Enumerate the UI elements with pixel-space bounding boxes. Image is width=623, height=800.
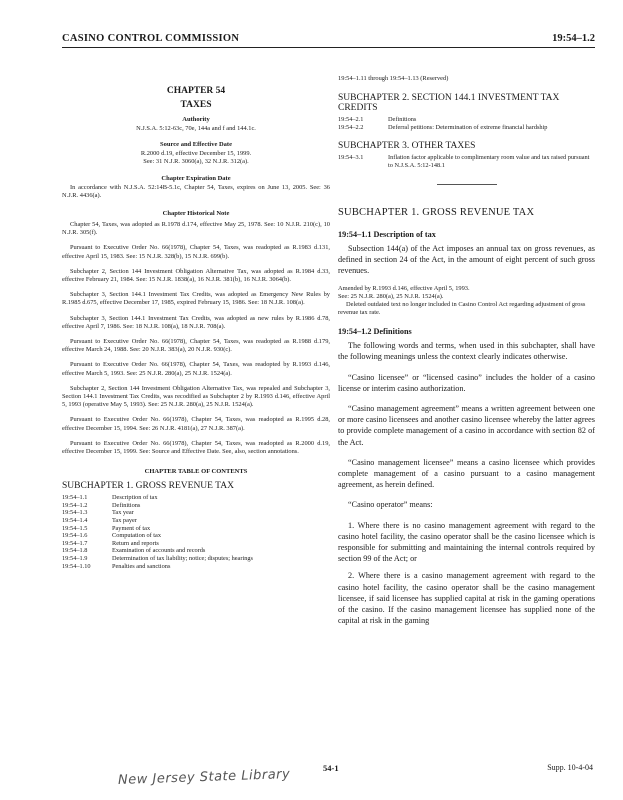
toc-subchapter-1: SUBCHAPTER 1. GROSS REVENUE TAX [62,481,234,492]
toc-title: CHAPTER TABLE OF CONTENTS [144,468,248,476]
toc-row [62,525,253,533]
toc-title-text: Tax year [112,509,134,517]
running-header [62,33,595,48]
casino-operator-item-1: 1. Where there is no casino management agreement with regard to the casino hotel facility, the casino operator shall be the casino licensee which is responsible for submitting and maintaining the internal controls required by section 99 of the Act; or [338,520,595,564]
toc-row [62,509,253,517]
page-number: 54-1 [323,763,339,773]
history-notes [62,221,330,456]
toc-title-text: Computation of tax [112,532,161,540]
source-line-2: See: 31 N.J.R. 3060(a), 32 N.J.R. 312(a). [143,158,249,166]
history-note: Chapter 54, Taxes, was adopted as R.1978 d.174, effective May 25, 1978. See: 10 N.J.R. 210(c), 10 N.J.R. 305(f). [62,221,330,237]
toc-title-text: Deferral petitions: Determination of extreme financial hardship [388,123,548,131]
subchapter-1-heading: SUBCHAPTER 1. GROSS REVENUE TAX [338,206,535,218]
history-note: Pursuant to Executive Order No. 66(1978), Chapter 54, Taxes, was readopted by R.1993 d.146, effective March 5, 1993. See: 25 N.J.R. 280(a), 25 N.J.R. 1524(a). [62,361,330,377]
toc-num: 19:54–1.7 [62,539,88,547]
toc-row [62,494,253,502]
definition-casino-management-agreement: “Casino management agreement” means a written agreement between one or more casino licensees and another casino licensee whereby the latter agrees to provide complete management of a casino in accordance with section 82 of the Act. [338,404,595,447]
header-title: CASINO CONTROL COMMISSION [62,33,240,44]
reserved-sections: 19:54–1.11 through 19:54–1.13 (Reserved) [338,75,449,82]
toc-num: 19:54–1.3 [62,509,88,517]
history-note: Subchapter 2, Section 144 Investment Obligation Alternative Tax, was adopted as R.1984 d.33, effective February 21, 1984. See: 15 N.J.R. 1838(a), 16 N.J.R. 381(b), 16 N.J.R. 3064(b). [62,267,330,284]
section-1-1-amendments [338,285,595,317]
history-note: Pursuant to Executive Order No. 66(1978), Chapter 54, Taxes, was readopted as R.1988 d.179, effective March 24, 1988. See: 20 N.J.R. 383(a), 20 N.J.R. 930(c). [62,338,330,354]
toc-title-text: Description of tax [112,494,158,502]
authority-text: N.J.S.A. 5:12-63c, 70e, 144a and f and 144.1c. [136,125,256,132]
toc-title-text: Payment of tax [112,524,151,532]
amendment-line: See: 25 N.J.R. 280(a), 25 N.J.R. 1524(a). [338,293,444,301]
section-1-1-heading: 19:54–1.1 Description of tax [338,229,436,239]
toc-num: 19:54–1.1 [62,494,88,502]
toc-num: 19:54–2.1 [338,116,364,124]
toc-subchapter-2: SUBCHAPTER 2. SECTION 144.1 INVESTMENT TAX CREDITS [338,93,560,114]
definitions-intro: The following words and terms, when used in this subchapter, shall have the following meanings unless the context clearly indicates otherwise. [338,341,595,362]
history-note: Pursuant to Executive Order No. 66(1978), Chapter 54, Taxes, was readopted as R.1995 d.28, effective December 15, 1994. See: 26 N.J.R. 4181(a), 27 N.J.R. 387(a). [62,416,330,432]
section-1-2-heading: 19:54–1.2 Definitions [338,327,412,337]
toc-title-text: Examination of accounts and records [112,547,206,555]
toc-num: 19:54–1.10 [62,562,91,570]
toc-row [62,555,253,563]
amendment-line: Amended by R.1993 d.146, effective April 5, 1993. [338,285,470,293]
toc-table [62,494,253,570]
history-heading: Chapter Historical Note [162,210,230,218]
source-line-1: R.2000 d.19, effective December 15, 1999. [140,150,252,158]
toc-num: 19:54–3.1 [338,154,364,162]
toc-num: 19:54–1.8 [62,547,88,555]
toc-num: 19:54–2.2 [338,123,364,131]
section-divider [437,184,497,185]
expiration-heading: Chapter Expiration Date [161,174,231,182]
supplement-date: Supp. 10-4-04 [547,763,593,772]
casino-operator-item-2: 2. Where there is a casino management agreement with regard to the casino hotel facility, the casino operator shall be the casino management licensee, if said licensee has supplied capital at risk in the gaming operations of the casino. If the casino management licensee has supplied none of the capital at risk in the gaming [338,571,595,626]
left-column [62,72,330,570]
toc-title-text: Definitions [112,501,141,509]
toc-num: 19:54–1.9 [62,555,88,563]
toc-num: 19:54–1.2 [62,501,88,509]
section-1-1-text: Subsection 144(a) of the Act imposes an annual tax on gross revenues, as defined in section 24 of the Act, in the amount of eight percent of such gross revenues. [338,243,595,275]
definition-casino-operator: “Casino operator” means: [348,500,433,510]
header-section-number: 19:54–1.2 [552,33,595,44]
toc-table-sub2 [338,116,547,131]
toc-row [62,547,253,555]
toc-row [338,124,547,132]
toc-row [338,154,595,169]
toc-title-text: Definitions [388,116,417,124]
toc-num: 19:54–1.6 [62,532,88,540]
toc-num: 19:54–1.4 [62,517,88,525]
toc-table-sub3 [338,154,595,169]
toc-title-text: Inflation factor applicable to complimentary room value and tax raised pursuant to N.J.S.A. 5:12-148.1 [388,154,590,169]
toc-row [338,116,547,124]
history-note: Subchapter 2, Section 144 Investment Obligation Alternative Tax, was repealed and Subchapter 3, Section 144.1 Investment Tax Credits, was recodified as Subchapter 2 by R.1993 d.146, effective April 5, 1993 (operative May 5, 1993). See: 25 N.J.R. 280(a), 25 N.J.R. 1524(a). [62,384,330,409]
definition-casino-licensee: “Casino licensee” or “licensed casino” includes the holder of a casino license or interim casino authorization. [338,372,595,393]
toc-subchapter-3: SUBCHAPTER 3. OTHER TAXES [338,141,476,152]
source-heading: Source and Effective Date [160,141,232,149]
history-note: Subchapter 3, Section 144.1 Investment Tax Credits, was adopted as new rules by R.1986 d.78, effective April 7, 1986. See: 18 N.J.R. 108(a), 18 N.J.R. 708(a). [62,314,330,330]
history-note: Subchapter 3, Section 144.1 Investment Tax Credits, was adopted as Emergency New Rules by R.1985 d.675, effective December 17, 1985, expired February 15, 1986. See: 18 N.J.R. 108(a). [62,291,330,307]
amendment-line: Deleted outdated text no longer included in Casino Control Act regarding adjustment of gross revenue tax rate. [338,301,586,317]
chapter-title: TAXES [180,100,212,110]
toc-row [62,532,253,540]
toc-num: 19:54–1.5 [62,524,88,532]
right-column [338,75,595,632]
authority-heading: Authority [182,116,210,123]
expiration-text: In accordance with N.J.S.A. 52:14B-5.1c, Chapter 54, Taxes, expires on June 13, 2005. See: 36 N.J.R. 4436(a). [62,183,330,199]
chapter-number: CHAPTER 54 [166,86,226,96]
definition-casino-management-licensee: “Casino management licensee” means a casino licensee which provides complete management of a casino pursuant to a casino management agreement, as herein defined. [338,457,595,490]
toc-title-text: Return and reports [112,539,159,547]
toc-row [62,563,253,571]
toc-title-text: Penalties and sanctions [112,562,171,570]
toc-row [62,502,253,510]
history-note: Pursuant to Executive Order No. 66(1978), Chapter 54, Taxes, was readopted as R.2000 d.19, effective December 15, 1999. See: Source and Effective Date. See, also, section annotations. [62,439,330,456]
toc-row [62,517,253,525]
toc-title-text: Tax payer [112,517,137,525]
toc-title-text: Determination of tax liability; notice; disputes; hearings [112,555,253,563]
toc-row [62,540,253,548]
history-note: Pursuant to Executive Order No. 66(1978), Chapter 54, Taxes, was readopted as R.1983 d.131, effective April 15, 1983. See: 15 N.J.R. 328(b), 15 N.J.R. 699(b). [62,244,330,260]
library-stamp: New Jersey State Library [117,766,291,789]
